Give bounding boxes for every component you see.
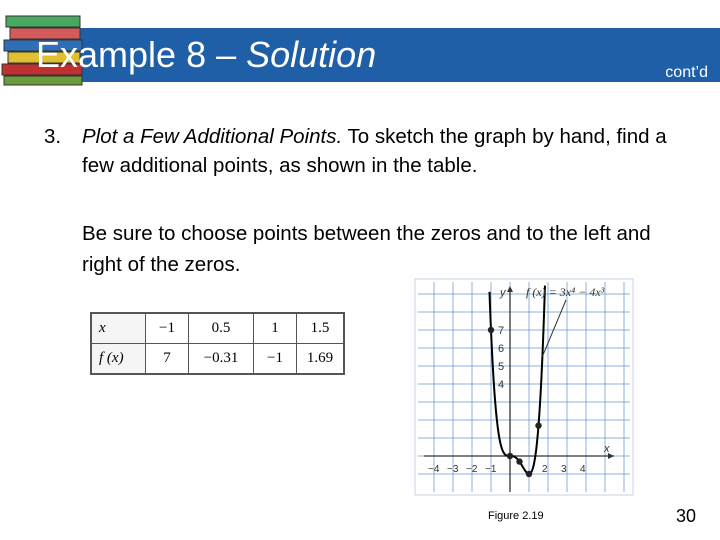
table-row-x bbox=[91, 313, 344, 344]
graph-frame bbox=[415, 279, 633, 495]
step-number: 3. bbox=[44, 125, 62, 148]
table-cell: 0.5 bbox=[189, 313, 254, 344]
step-text: To sketch the graph by hand, find a few additional points, as shown in the table. bbox=[82, 125, 667, 177]
table-cell: −1 bbox=[254, 344, 297, 375]
y-tick-label: 5 bbox=[498, 361, 505, 373]
x-tick-label: −2 bbox=[466, 464, 478, 475]
title-main: Example 8 – bbox=[36, 34, 247, 75]
x-tick-label: 3 bbox=[561, 464, 567, 475]
title-italic: Solution bbox=[246, 34, 377, 75]
table-row-fx bbox=[91, 344, 344, 375]
y-axis-label: y bbox=[500, 287, 506, 299]
slide-title bbox=[36, 34, 376, 76]
table-cell: 1.5 bbox=[297, 313, 345, 344]
y-tick-label: 6 bbox=[498, 343, 505, 355]
table-cell: 1 bbox=[254, 313, 297, 344]
y-tick-label: 4 bbox=[498, 379, 505, 391]
x-tick-label: 4 bbox=[580, 464, 586, 475]
x-tick-label: −1 bbox=[485, 464, 497, 475]
x-tick-label: −4 bbox=[428, 464, 440, 475]
table-cell: −1 bbox=[146, 313, 189, 344]
cont-label: cont’d bbox=[665, 64, 708, 81]
values-table bbox=[90, 312, 345, 375]
data-point bbox=[535, 422, 541, 428]
data-point bbox=[488, 327, 494, 333]
x-axis-label: x bbox=[604, 443, 610, 455]
data-point bbox=[516, 458, 522, 464]
x-tick-label: −3 bbox=[447, 464, 459, 475]
row-label-fx: f (x) bbox=[91, 344, 146, 375]
step-paragraph bbox=[44, 122, 684, 180]
function-label: f (x) = 3x⁴ − 4x³ bbox=[526, 285, 605, 299]
row-label-x: x bbox=[91, 313, 146, 344]
function-graph bbox=[414, 278, 634, 496]
data-point bbox=[526, 471, 532, 477]
data-point bbox=[507, 453, 513, 459]
table-cell: 1.69 bbox=[297, 344, 345, 375]
step-heading: Plot a Few Additional Points. bbox=[82, 125, 343, 148]
paragraph-zeros: Be sure to choose points between the zeros and to the left and right of the zeros. bbox=[82, 222, 651, 276]
table-cell: 7 bbox=[146, 344, 189, 375]
table-cell: −0.31 bbox=[189, 344, 254, 375]
y-tick-label: 7 bbox=[498, 325, 505, 337]
figure-caption: Figure 2.19 bbox=[488, 510, 544, 522]
page-number: 30 bbox=[676, 506, 697, 526]
x-tick-label: 2 bbox=[542, 464, 548, 475]
